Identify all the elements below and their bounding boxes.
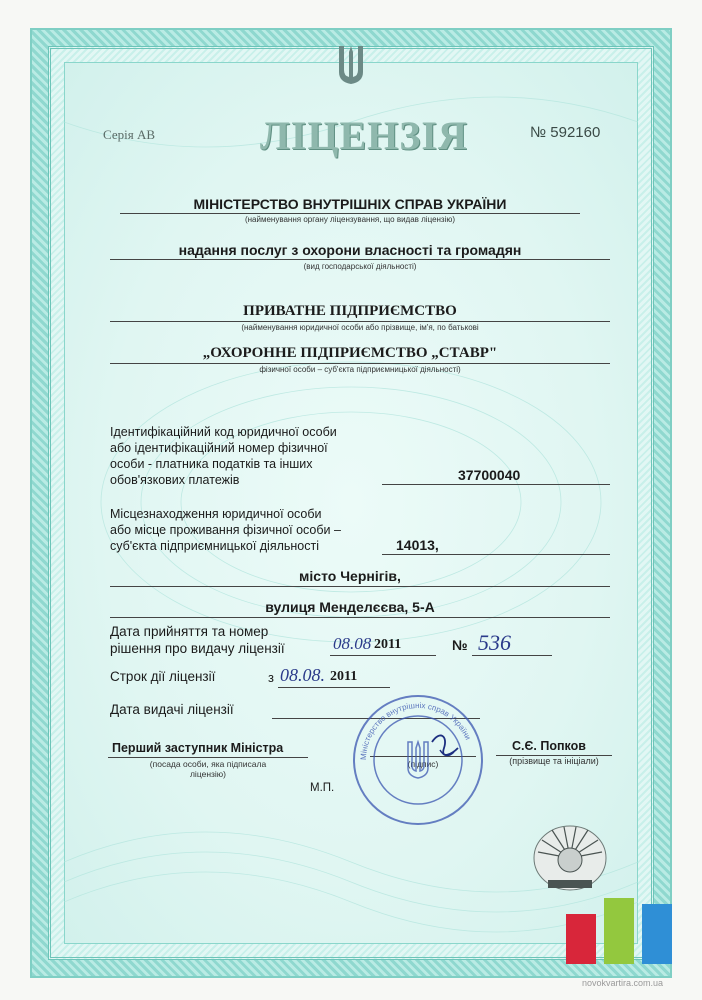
license-number: № 592160	[530, 124, 601, 141]
decision-number-prefix: №	[452, 637, 468, 653]
entity-caption1: (найменування юридичної особи або прізвище, ім'я, по батькові	[241, 323, 479, 332]
decision-date-underline	[330, 655, 436, 656]
location-street: вулиця Менделєєва, 5-А	[265, 599, 435, 615]
signer-name: С.Є. Попков	[512, 739, 586, 753]
document-title: ЛІЦЕНЗІЯ	[260, 113, 468, 158]
validity-underline	[278, 687, 390, 688]
activity-caption: (вид господарської діяльності)	[303, 262, 417, 271]
site-watermark-text: novokvartira.com.ua	[582, 978, 664, 988]
entity-underline2	[110, 363, 610, 364]
activity-name: надання послуг з охорони власності та громадян	[178, 242, 522, 258]
signer-position-caption: (посада особи, яка підписала ліцензію)	[149, 759, 267, 779]
logo-block-green	[604, 898, 634, 964]
location-city: місто Чернігів,	[299, 568, 401, 584]
signer-position-underline	[108, 757, 308, 758]
street-underline	[110, 617, 610, 618]
decision-number-handwritten: 536	[478, 630, 511, 655]
entity-name-line2: „ОХОРОННЕ ПІДПРИЄМСТВО „СТАВР"	[202, 345, 498, 361]
series-label: Серія АВ	[103, 127, 155, 142]
authority-name: МІНІСТЕРСТВО ВНУТРІШНІХ СПРАВ УКРАЇНИ	[193, 196, 507, 212]
validity-date-handwritten: 08.08.	[280, 665, 325, 685]
signer-position: Перший заступник Міністра	[112, 741, 284, 755]
authority-caption: (найменування органу ліцензування, що видав ліцензію)	[244, 215, 456, 224]
official-stamp-icon	[348, 690, 488, 830]
city-underline	[110, 586, 610, 587]
decision-number-underline	[472, 655, 552, 656]
identification-underline	[382, 484, 610, 485]
entity-underline1	[110, 321, 610, 322]
decision-year: 2011	[374, 637, 402, 652]
hologram-sticker-icon	[530, 822, 610, 898]
svg-text:Міністерство внутрішніх справ: Міністерство внутрішніх справ України	[358, 700, 473, 761]
location-label: Місцезнаходження юридичної особи або місце проживання фізичної особи – суб'єкта підприємницької діяльності	[110, 507, 341, 553]
validity-from: з	[268, 670, 274, 685]
authority-underline	[120, 213, 580, 214]
decision-date-handwritten: 08.08	[333, 634, 372, 653]
signature-caption: (підпис)	[407, 759, 439, 769]
entity-caption2: фізичної особи – суб'єкта підприємницької діяльності)	[259, 365, 461, 374]
issue-date-label: Дата видачі ліцензії	[110, 702, 234, 717]
validity-label: Строк дії ліцензії	[110, 669, 216, 684]
location-postcode: 14013,	[396, 537, 439, 553]
logo-block-blue	[642, 904, 672, 964]
identification-label: Ідентифікаційний код юридичної особи або ідентифікаційний номер фізичної особи - платника податків та інших обов'язкових платежів	[110, 425, 337, 487]
postcode-underline	[382, 554, 610, 555]
stamp-place-label: М.П.	[310, 782, 335, 794]
trident-emblem-icon	[336, 42, 366, 86]
site-logo-icon	[566, 892, 678, 978]
decision-label: Дата прийняття та номер рішення про видачу ліцензії	[110, 624, 285, 656]
validity-year: 2011	[330, 669, 358, 684]
identification-code: 37700040	[458, 467, 521, 483]
activity-underline	[110, 259, 610, 260]
entity-name-line1: ПРИВАТНЕ ПІДПРИЄМСТВО	[243, 303, 457, 319]
signer-name-caption: (прізвище та ініціали)	[509, 756, 599, 766]
logo-block-red	[566, 914, 596, 964]
